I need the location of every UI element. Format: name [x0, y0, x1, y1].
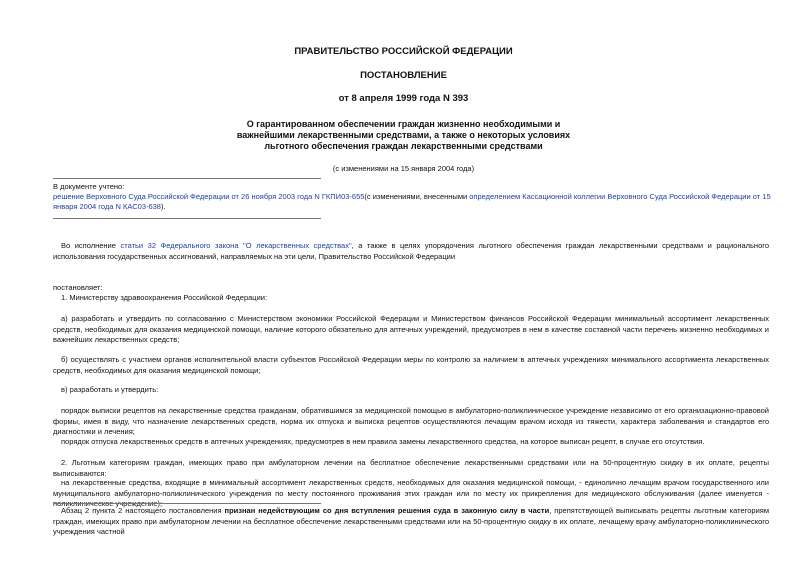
note-bottom-rule: [53, 218, 321, 219]
decrees-word: постановляет:: [53, 283, 103, 292]
paragraph-1b: б) осуществлять с участием органов исполнительной власти субъектов Российской Федерации меры по контролю за наличием в аптечных учреждениях минимального ассортимента лекарственных средств, необходимых для оказания медицинской помощи;: [53, 355, 769, 375]
court-note-rule: [53, 503, 321, 504]
court-note-paragraph: Абзац 2 пункта 2 настоящего постановления признан недействующим со дня вступления решения суда в законную силу в части, препятствующей выписывать рецепты льготным категориям граждан, имеющих право при амбулаторном лечении на бесплатное обеспечение лекарственными средствами или на 50-процентную скидку в их оплате, лечащему врачу амбулаторно-поликлинического учреждения частной: [53, 506, 769, 536]
paragraph-2: 2. Льготным категориям граждан, имеющих право при амбулаторном лечении на бесплатное обеспечение лекарственными средствами или на 50-процентную скидку в их оплате, рецепты выписываются:: [53, 458, 769, 478]
note-text: решение Верховного Суда Российской Федерации от 26 ноября 2003 года N ГКПИ03-655(с изменениями, внесенными определением Кассационной коллегии Верховного Суда Российской Федерации от 15 января 2004 года N КАС03-638).: [53, 192, 771, 211]
paragraph-2a: на лекарственные средства, входящие в минимальный ассортимент лекарственных средств, необходимых для оказания медицинской помощи, - единолично лечащим врачом государственного или муниципального амбулаторно-поликлинического учреждения по месту постоянного проживания этих граждан или по месту их прикрепления для медицинского обслуживания (далее именуется - поликлиническое учреждение);: [53, 478, 769, 508]
paragraph-1a: а) разработать и утвердить по согласованию с Министерством экономики Российской Федерации и Министерством финансов Российской Федерации минимальный ассортимент лекарственных средств, необходимых для оказания медицинской помощи, наличие которого обязательно для аптечных учреждений, предусмотрев в нем в качестве составной части перечень жизненно необходимых и важнейших лекарственных средств;: [53, 314, 769, 344]
amendments-note: [53, 182, 773, 212]
title-line: льготного обеспечения граждан лекарственными средствами: [264, 141, 543, 151]
law-article-link[interactable]: статьи 32 Федерального закона "О лекарственных средствах": [120, 241, 352, 250]
paragraph-1c: в) разработать и утвердить:: [61, 385, 159, 394]
court-decision-link[interactable]: решение Верховного Суда Российской Федерации от 26 ноября 2003 года N ГКПИ03-655: [53, 192, 365, 201]
document-title: [0, 119, 807, 152]
paragraph-1c-item-2: порядок отпуска лекарственных средств в аптечных учреждениях, предусмотрев в нем правила замены лекарственного средства, на которое выписан рецепт, в случае его отсутствия.: [61, 437, 705, 446]
paragraph-1c-item-1: порядок выписки рецептов на лекарственные средства гражданам, обратившимся за медицинской помощью в амбулаторно-поликлиническое учреждение независимо от его организационно-правовой формы, имея в виду, что назначение лекарственных средств, норма их отпуска и выписка рецептов осуществляются лечащим врачом исходя из тяжести, характера заболевания и стандартов его диагностики и лечения;: [53, 406, 769, 436]
title-line: О гарантированном обеспечении граждан жизненно необходимыми и: [246, 119, 561, 129]
cassation-ruling-link[interactable]: определением Кассационной коллегии Верховного Суда Российской Федерации от 15 января 2004 года N КАС03-638: [53, 192, 771, 211]
note-top-rule: [53, 178, 321, 179]
note-label: В документе учтено:: [53, 182, 125, 191]
title-line: важнейшими лекарственными средствами, а также о некоторых условиях: [236, 130, 571, 140]
document-type-heading: ПОСТАНОВЛЕНИЕ: [360, 70, 447, 81]
paragraph-1: 1. Министерству здравоохранения Российской Федерации:: [61, 293, 268, 302]
date-number-heading: от 8 апреля 1999 года N 393: [338, 93, 469, 104]
intro-paragraph: Во исполнение статьи 32 Федерального закона "О лекарственных средствах", а также в целях упорядочения льготного обеспечения граждан лекарственными средствами и рационального использования государственных ассигнований, направляемых на эти цели, Правительство Российской Федерации: [53, 241, 769, 261]
changes-note: (с изменениями на 15 января 2004 года): [332, 164, 475, 173]
issuer-heading: ПРАВИТЕЛЬСТВО РОССИЙСКОЙ ФЕДЕРАЦИИ: [294, 46, 513, 57]
